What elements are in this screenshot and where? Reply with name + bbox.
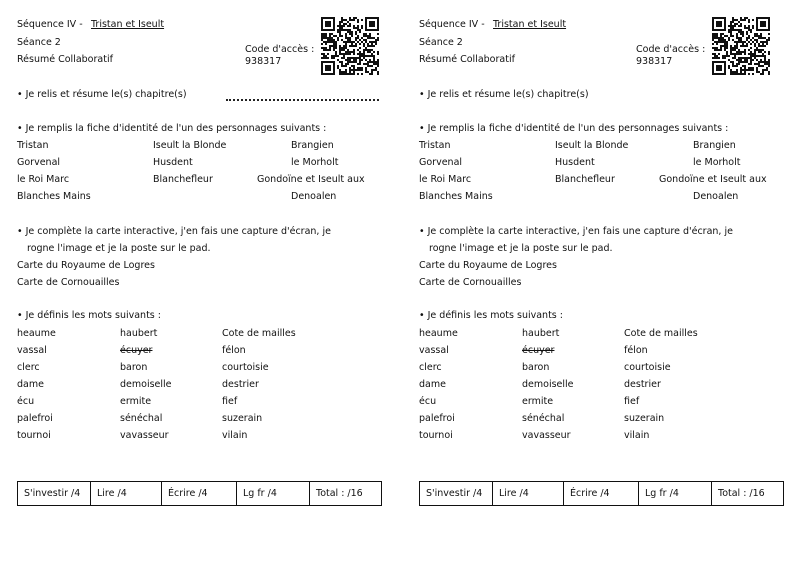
sequence-label: Séquence IV -: [419, 19, 485, 30]
grade-investir: S'investir /4: [426, 488, 483, 499]
vocab-word: félon: [624, 345, 648, 356]
worksheet-right: [419, 0, 799, 566]
character-item: Iseult la Blonde: [555, 140, 629, 151]
task-define-words: • Je définis les mots suivants :: [17, 310, 161, 321]
vocab-word: vilain: [222, 430, 248, 441]
vocab-word: haubert: [120, 328, 158, 339]
character-item: Brangien: [693, 140, 736, 151]
grade-total: Total : /16: [711, 482, 783, 505]
vocab-word: heaume: [419, 328, 458, 339]
vocab-word: dame: [419, 379, 446, 390]
grade-lire: Lire /4: [492, 482, 563, 505]
sequence-title: Tristan et Iseult: [493, 19, 567, 30]
vocab-word: vavasseur: [522, 430, 571, 441]
task-map-line2: rogne l'image et je la poste sur le pad.: [27, 243, 211, 254]
qr-code: [712, 17, 770, 75]
grade-langue: Lg fr /4: [236, 482, 309, 505]
task-map-line2: rogne l'image et je la poste sur le pad.: [429, 243, 613, 254]
worksheet-left: [17, 0, 397, 566]
vocab-word: heaume: [17, 328, 56, 339]
map-cornouailles: Carte de Cornouailles: [17, 277, 120, 288]
character-item: Blanchefleur: [153, 174, 213, 185]
vocab-word: palefroi: [17, 413, 53, 424]
vocab-word: haubert: [522, 328, 560, 339]
sequence-title: Tristan et Iseult: [91, 19, 165, 30]
character-item: Husdent: [555, 157, 595, 168]
character-item: Gorvenal: [419, 157, 463, 168]
vocab-word: félon: [222, 345, 246, 356]
vocab-word: Cote de mailles: [222, 328, 296, 339]
task-map-line1: • Je complète la carte interactive, j'en fais une capture d'écran, je: [17, 226, 331, 237]
vocab-word-crossed: écuyer: [522, 345, 555, 356]
character-item: Denoalen: [291, 191, 337, 202]
vocab-word: ermite: [120, 396, 152, 407]
task-define-words: • Je définis les mots suivants :: [419, 310, 563, 321]
subtitle: Résumé Collaboratif: [419, 54, 515, 65]
vocab-word: courtoisie: [624, 362, 671, 373]
vocab-word: suzerain: [222, 413, 263, 424]
vocab-word-crossed: écuyer: [120, 345, 153, 356]
map-logres: Carte du Royaume de Logres: [17, 260, 155, 271]
access-code-value: 938317: [636, 56, 673, 67]
grade-investir: S'investir /4: [24, 488, 81, 499]
vocab-word: sénéchal: [120, 413, 163, 424]
character-item: Tristan: [17, 140, 49, 151]
map-logres: Carte du Royaume de Logres: [419, 260, 557, 271]
sequence-label: Séquence IV -: [17, 19, 83, 30]
access-code-value: 938317: [245, 56, 282, 67]
vocab-word: baron: [522, 362, 550, 373]
task-map-line1: • Je complète la carte interactive, j'en fais une capture d'écran, je: [419, 226, 733, 237]
vocab-word: destrier: [624, 379, 661, 390]
character-item: Denoalen: [693, 191, 739, 202]
character-item: le Roi Marc: [17, 174, 70, 185]
vocab-word: vilain: [624, 430, 650, 441]
subtitle: Résumé Collaboratif: [17, 54, 113, 65]
character-item: Tristan: [419, 140, 451, 151]
task-resume: • Je relis et résume le(s) chapitre(s): [419, 89, 589, 100]
access-code-label: Code d'accès :: [245, 44, 315, 55]
vocab-word: fief: [222, 396, 238, 407]
character-item: Gondoïne et Iseult aux: [659, 174, 767, 185]
vocab-word: écu: [419, 396, 437, 407]
vocab-word: clerc: [419, 362, 442, 373]
character-item: Gondoïne et Iseult aux: [257, 174, 365, 185]
vocab-word: vavasseur: [120, 430, 169, 441]
grading-table: [17, 481, 382, 506]
vocab-word: clerc: [17, 362, 40, 373]
seance-label: Séance 2: [419, 37, 463, 48]
task-identity-card: • Je remplis la fiche d'identité de l'un des personnages suivants :: [17, 123, 327, 134]
character-item: Gorvenal: [17, 157, 61, 168]
character-item: Husdent: [153, 157, 193, 168]
vocab-word: sénéchal: [522, 413, 565, 424]
vocab-word: vassal: [419, 345, 449, 356]
grade-lire: Lire /4: [90, 482, 161, 505]
character-item: Blanchefleur: [555, 174, 615, 185]
vocab-word: demoiselle: [522, 379, 574, 390]
qr-code: [321, 17, 379, 75]
vocab-word: palefroi: [419, 413, 455, 424]
character-item: le Morholt: [693, 157, 741, 168]
vocab-word: suzerain: [624, 413, 665, 424]
vocab-word: ermite: [522, 396, 554, 407]
vocab-word: dame: [17, 379, 44, 390]
task-resume: • Je relis et résume le(s) chapitre(s): [17, 89, 187, 100]
seance-label: Séance 2: [17, 37, 61, 48]
grade-langue: Lg fr /4: [638, 482, 711, 505]
character-item: Blanches Mains: [419, 191, 493, 202]
vocab-word: demoiselle: [120, 379, 172, 390]
answer-dotted-line: [226, 99, 379, 101]
character-item: Iseult la Blonde: [153, 140, 227, 151]
vocab-word: fief: [624, 396, 640, 407]
character-item: Blanches Mains: [17, 191, 91, 202]
grade-ecrire: Écrire /4: [563, 482, 638, 505]
vocab-word: vassal: [17, 345, 47, 356]
character-item: le Morholt: [291, 157, 339, 168]
task-identity-card: • Je remplis la fiche d'identité de l'un des personnages suivants :: [419, 123, 729, 134]
vocab-word: destrier: [222, 379, 259, 390]
vocab-word: écu: [17, 396, 35, 407]
vocab-word: tournoi: [419, 430, 453, 441]
access-code-label: Code d'accès :: [636, 44, 706, 55]
vocab-word: tournoi: [17, 430, 51, 441]
map-cornouailles: Carte de Cornouailles: [419, 277, 522, 288]
grade-total: Total : /16: [309, 482, 381, 505]
grade-ecrire: Écrire /4: [161, 482, 236, 505]
character-item: le Roi Marc: [419, 174, 472, 185]
vocab-word: Cote de mailles: [624, 328, 698, 339]
character-item: Brangien: [291, 140, 334, 151]
vocab-word: baron: [120, 362, 148, 373]
vocab-word: courtoisie: [222, 362, 269, 373]
grading-table: [419, 481, 784, 506]
